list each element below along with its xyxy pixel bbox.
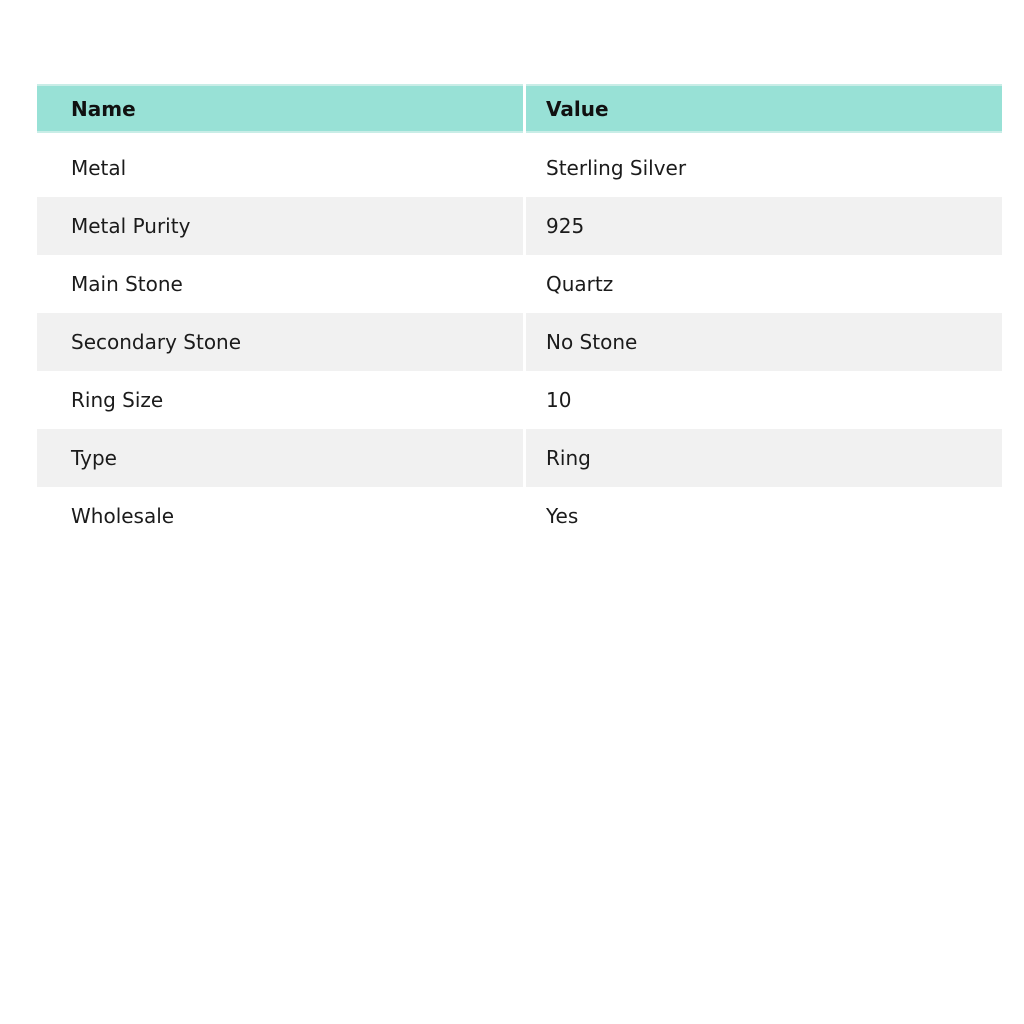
attribute-name-cell: Wholesale <box>37 487 523 545</box>
column-header-value: Value <box>526 84 1002 133</box>
table-row <box>37 313 1002 371</box>
table-row <box>37 371 1002 429</box>
attribute-value-cell: 925 <box>526 197 1002 255</box>
product-attributes-table <box>37 84 1002 545</box>
table-row <box>37 255 1002 313</box>
attribute-value-cell: Sterling Silver <box>526 139 1002 197</box>
column-header-name: Name <box>37 84 523 133</box>
table-row <box>37 487 1002 545</box>
table-header-row <box>37 84 1002 133</box>
attribute-value-cell: No Stone <box>526 313 1002 371</box>
attribute-name-cell: Metal Purity <box>37 197 523 255</box>
attribute-value-cell: Ring <box>526 429 1002 487</box>
table-row <box>37 429 1002 487</box>
attribute-name-cell: Ring Size <box>37 371 523 429</box>
attribute-name-cell: Type <box>37 429 523 487</box>
attribute-value-cell: 10 <box>526 371 1002 429</box>
table-row <box>37 197 1002 255</box>
attribute-value-cell: Yes <box>526 487 1002 545</box>
table-row <box>37 139 1002 197</box>
attribute-value-cell: Quartz <box>526 255 1002 313</box>
attribute-name-cell: Metal <box>37 139 523 197</box>
attribute-name-cell: Main Stone <box>37 255 523 313</box>
attribute-name-cell: Secondary Stone <box>37 313 523 371</box>
